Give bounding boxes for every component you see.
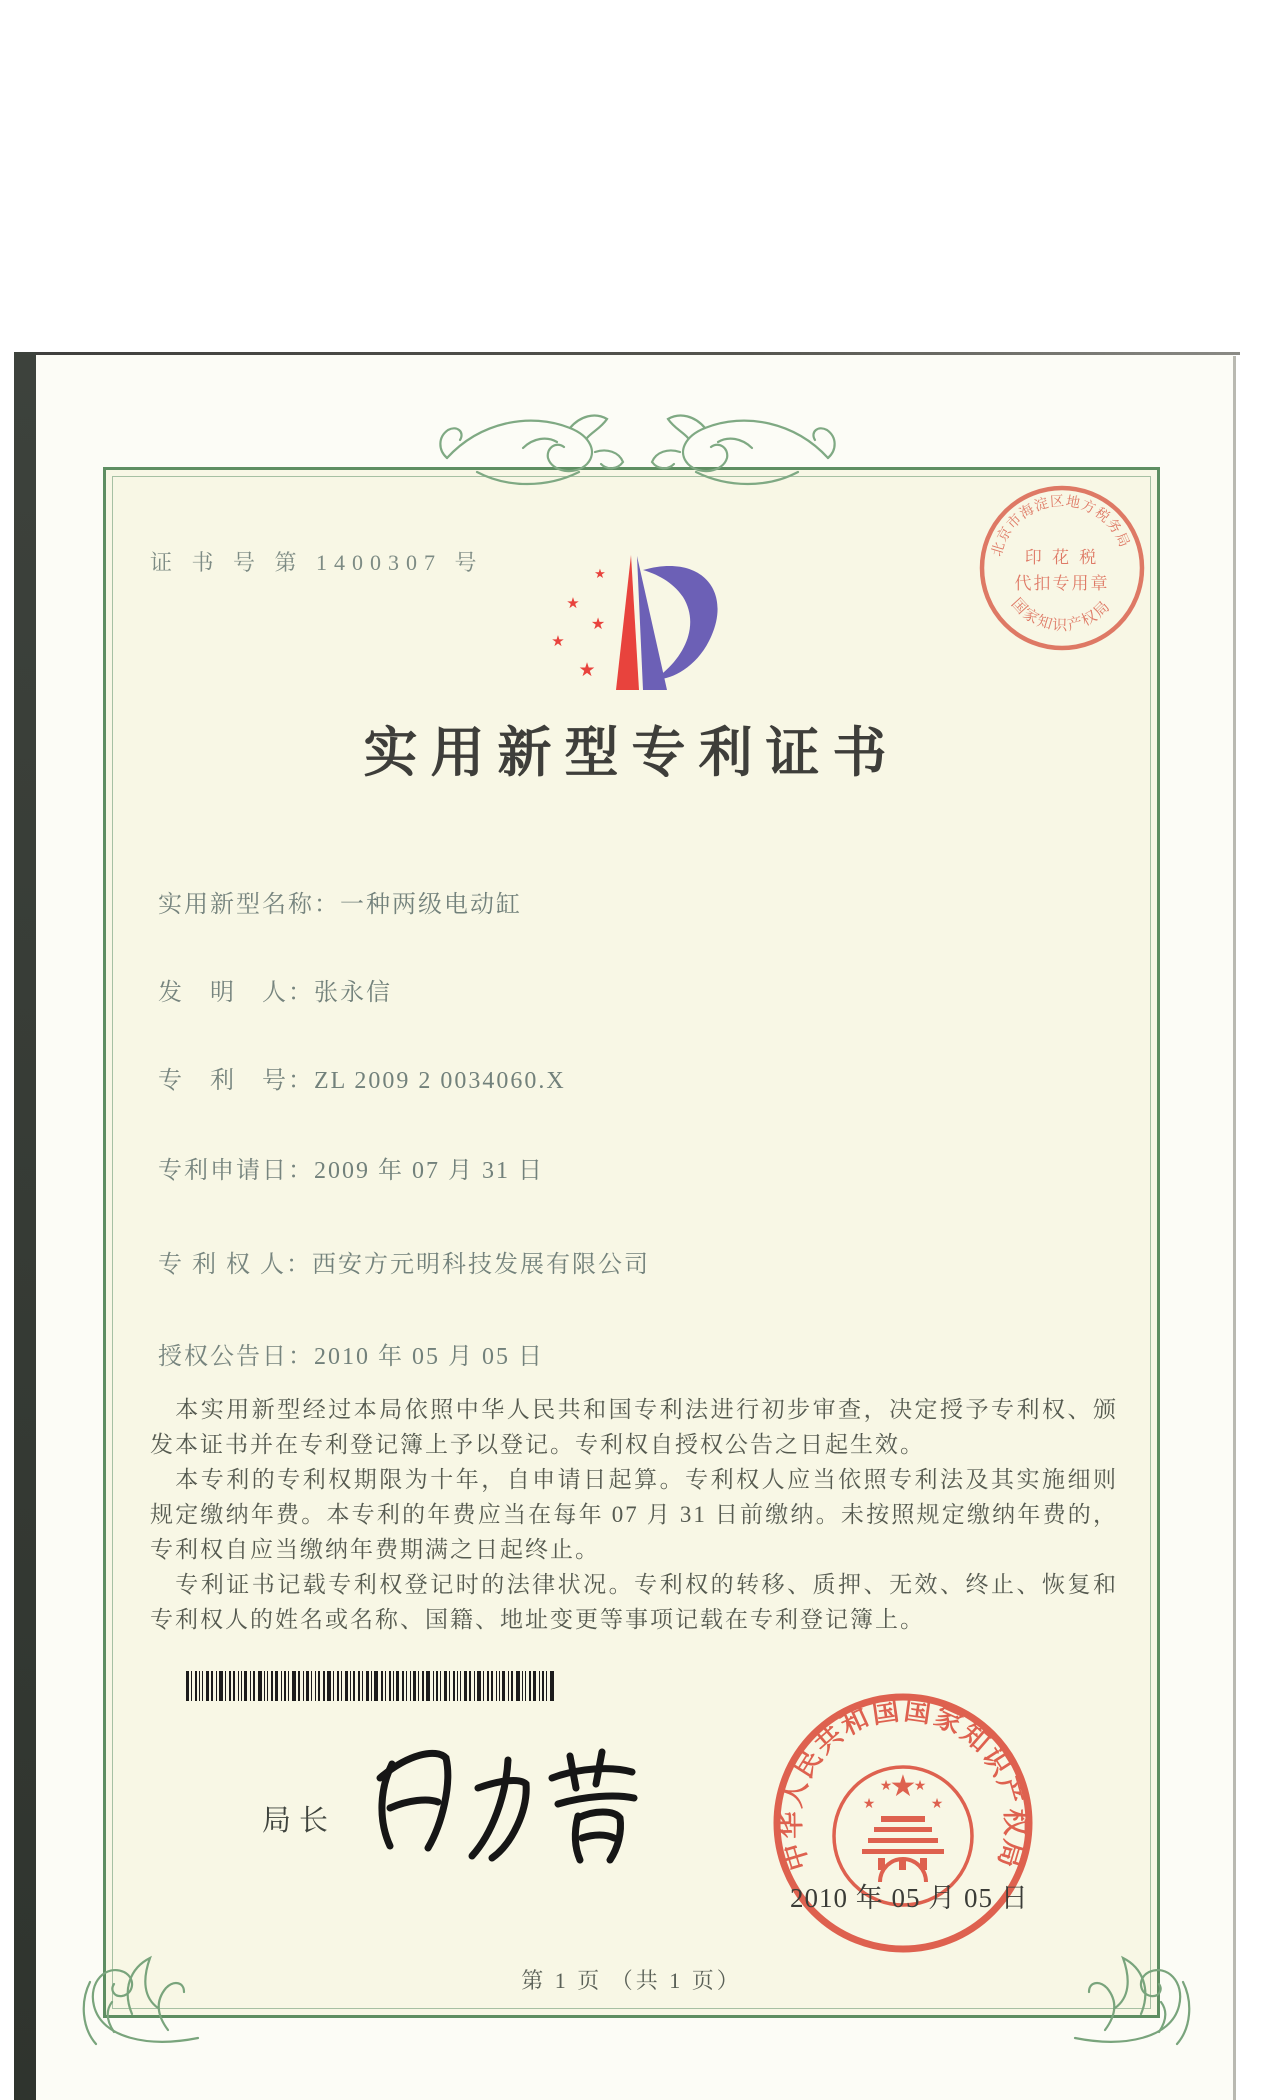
ornament-corner-flourish-icon xyxy=(70,1942,205,2060)
certificate-number: 证 书 号 第 1400307 号 xyxy=(150,550,484,575)
barcode-bar xyxy=(284,1671,286,1701)
barcode-bar xyxy=(195,1671,197,1701)
barcode-bar xyxy=(191,1671,192,1701)
barcode-bar xyxy=(444,1671,447,1701)
barcode-bar xyxy=(508,1671,509,1701)
barcode-bar xyxy=(353,1671,355,1701)
field-label: 专 利 号： xyxy=(158,1068,314,1094)
field-value: 2009 年 07 月 31 日 xyxy=(314,1158,544,1184)
barcode-bar xyxy=(229,1671,231,1701)
logo-star-icon: ★ xyxy=(566,594,580,612)
barcode-bar xyxy=(491,1671,493,1701)
barcode-bar xyxy=(522,1671,523,1701)
certificate-title: 实用新型专利证书 xyxy=(363,723,900,783)
barcode-bar xyxy=(264,1671,265,1701)
ornament-top-dragons-icon xyxy=(435,400,840,495)
barcode-bar xyxy=(402,1671,404,1701)
emblem-star-icon: ★ xyxy=(889,1769,917,1804)
legal-paragraph: 专利证书记载专利权登记时的法律状况。专利权的转移、质押、无效、终止、恢复和专利权人的姓名或名称、国籍、地址变更等事项记载在专利登记簿上。 xyxy=(150,1572,1118,1632)
barcode-bar xyxy=(211,1671,213,1701)
barcode-bar xyxy=(358,1671,360,1701)
barcode-bar xyxy=(546,1671,547,1701)
director-signature xyxy=(340,1726,650,1896)
barcode-bar xyxy=(292,1671,296,1701)
barcode-bar xyxy=(539,1671,540,1701)
barcode-bar xyxy=(477,1671,481,1701)
barcode-bar xyxy=(350,1671,351,1701)
barcode-bar xyxy=(433,1671,434,1701)
barcode-bar xyxy=(298,1671,300,1701)
barcode-bar xyxy=(487,1671,489,1701)
page-number: 第 1 页 （共 1 页） xyxy=(521,1968,742,1993)
tax-stamp-seal xyxy=(975,481,1149,655)
barcode-bar xyxy=(253,1671,255,1701)
barcode-bar xyxy=(393,1671,394,1701)
barcode-bar xyxy=(440,1671,441,1701)
barcode-bar xyxy=(244,1671,247,1701)
field-grant-date xyxy=(158,1336,544,1371)
barcode-bar xyxy=(422,1671,424,1701)
barcode-bar xyxy=(396,1671,399,1701)
barcode-bar xyxy=(323,1671,325,1701)
barcode-bar xyxy=(311,1671,312,1701)
barcode-bar xyxy=(533,1671,536,1701)
barcode-bar xyxy=(275,1671,278,1701)
barcode-bar xyxy=(389,1671,391,1701)
ornament-corner-flourish-icon xyxy=(1068,1942,1203,2060)
field-patentee xyxy=(158,1244,650,1279)
field-value: 西安方元明科技发展有限公司 xyxy=(312,1252,650,1278)
barcode-bar xyxy=(426,1671,430,1701)
barcode-bar xyxy=(267,1671,268,1701)
sipo-logo-icon xyxy=(540,540,750,705)
field-label: 专利申请日： xyxy=(158,1158,314,1184)
barcode-bar xyxy=(381,1671,383,1701)
seal-ring-text: 中华人民共和国国家知识产权局 xyxy=(775,1695,1031,1874)
barcode-bar xyxy=(238,1671,239,1701)
barcode-bar xyxy=(288,1671,289,1701)
legal-paragraph: 本实用新型经过本局依照中华人民共和国专利法进行初步审查，决定授予专利权、颁发本证书并在专利登记簿上予以登记。专利权自授权公告之日起生效。 xyxy=(150,1397,1118,1457)
barcode-bar xyxy=(371,1671,372,1701)
barcode-bar xyxy=(496,1671,497,1701)
barcode-bar xyxy=(327,1671,331,1701)
barcode-bar xyxy=(186,1671,189,1701)
tax-seal-top-text: 北京市海淀区地方税务局 xyxy=(989,494,1132,559)
legal-paragraph: 本专利的专利权期限为十年，自申请日起算。专利权人应当依照专利法及其实施细则规定缴纳年费。本专利的年费应当在每年 07 月 31 日前缴纳。未按照规定缴纳年费的，专利权自应当缴纳年费期满之日起终止。 xyxy=(150,1467,1118,1562)
director-label: 局长 xyxy=(262,1805,337,1837)
barcode-bar xyxy=(337,1671,339,1701)
svg-text:国家知识产权局 xyxy=(1008,595,1114,634)
barcode-bar xyxy=(271,1671,273,1701)
barcode-bar xyxy=(341,1671,342,1701)
barcode-bar xyxy=(413,1671,416,1701)
barcode-bar xyxy=(529,1671,531,1701)
barcode-bar xyxy=(410,1671,411,1701)
field-patent-number xyxy=(158,1060,566,1095)
barcode-bar xyxy=(202,1671,203,1701)
field-utility-model-name xyxy=(158,884,522,919)
barcode-bar xyxy=(483,1671,484,1701)
barcode-bar xyxy=(225,1671,226,1701)
barcode-bar xyxy=(362,1671,363,1701)
barcode-bar xyxy=(345,1671,348,1701)
barcode-bar xyxy=(460,1671,461,1701)
barcode-bar xyxy=(464,1671,467,1701)
barcode-bar xyxy=(542,1671,544,1701)
logo-star-icon: ★ xyxy=(578,659,596,681)
field-value: 一种两级电动缸 xyxy=(340,892,522,918)
tax-seal-bottom-text: 国家知识产权局 xyxy=(1007,595,1115,635)
logo-star-icon: ★ xyxy=(594,567,606,582)
logo-star-icon: ★ xyxy=(551,632,565,650)
barcode-bar xyxy=(315,1671,316,1701)
tax-seal-center-line2: 代扣专用章 xyxy=(1014,574,1110,593)
field-value: 2010 年 05 月 05 日 xyxy=(314,1344,544,1370)
barcode-bar xyxy=(258,1671,262,1701)
barcode-bar xyxy=(502,1671,505,1701)
barcode-bar xyxy=(449,1671,450,1701)
barcode-bar xyxy=(233,1671,235,1701)
field-label: 专 利 权 人： xyxy=(158,1252,312,1278)
field-label: 实用新型名称： xyxy=(158,892,340,918)
barcode-bar xyxy=(457,1671,458,1701)
barcode-bar xyxy=(216,1671,217,1701)
field-value: ZL 2009 2 0034060.X xyxy=(314,1068,566,1094)
barcode-bar xyxy=(333,1671,334,1701)
barcode-bar xyxy=(366,1671,369,1701)
barcode-bar xyxy=(453,1671,455,1701)
barcode-bar xyxy=(436,1671,438,1701)
emblem-star-icon: ★ xyxy=(862,1796,876,1812)
barcode-bar xyxy=(499,1671,500,1701)
barcode-bar xyxy=(525,1671,526,1701)
barcode-bar xyxy=(385,1671,386,1701)
field-filing-date xyxy=(158,1150,544,1185)
barcode-bar xyxy=(250,1671,251,1701)
emblem-star-icon: ★ xyxy=(930,1796,944,1812)
barcode-bar xyxy=(303,1671,304,1701)
field-value: 张永信 xyxy=(314,980,392,1006)
barcode-bar xyxy=(550,1671,554,1701)
field-label: 发 明 人： xyxy=(158,980,314,1006)
barcode-bar xyxy=(306,1671,309,1701)
barcode-bar xyxy=(281,1671,282,1701)
barcode-bar xyxy=(418,1671,419,1701)
barcode-bar xyxy=(206,1671,209,1701)
barcode xyxy=(186,1671,560,1701)
scan-page-edge xyxy=(1233,356,1236,2100)
barcode-bar xyxy=(199,1671,200,1701)
barcode-bar xyxy=(469,1671,471,1701)
logo-star-icon: ★ xyxy=(590,614,606,633)
seal-date: 2010 年 05 月 05 日 xyxy=(790,1883,1029,1913)
field-label: 授权公告日： xyxy=(158,1344,314,1370)
tax-seal-center-line1: 印 花 税 xyxy=(1024,548,1100,567)
barcode-bar xyxy=(516,1671,520,1701)
barcode-bar xyxy=(511,1671,513,1701)
scan-book-spine xyxy=(14,352,36,2100)
sipo-official-seal xyxy=(768,1688,1038,1958)
barcode-bar xyxy=(474,1671,475,1701)
barcode-bar xyxy=(219,1671,223,1701)
legal-text-block xyxy=(150,1392,1118,1637)
field-inventor xyxy=(158,972,392,1007)
barcode-bar xyxy=(374,1671,378,1701)
emblem-star-icon: ★ xyxy=(913,1778,927,1794)
emblem-star-icon: ★ xyxy=(879,1778,893,1794)
barcode-bar xyxy=(241,1671,242,1701)
barcode-bar xyxy=(406,1671,407,1701)
barcode-bar xyxy=(318,1671,320,1701)
